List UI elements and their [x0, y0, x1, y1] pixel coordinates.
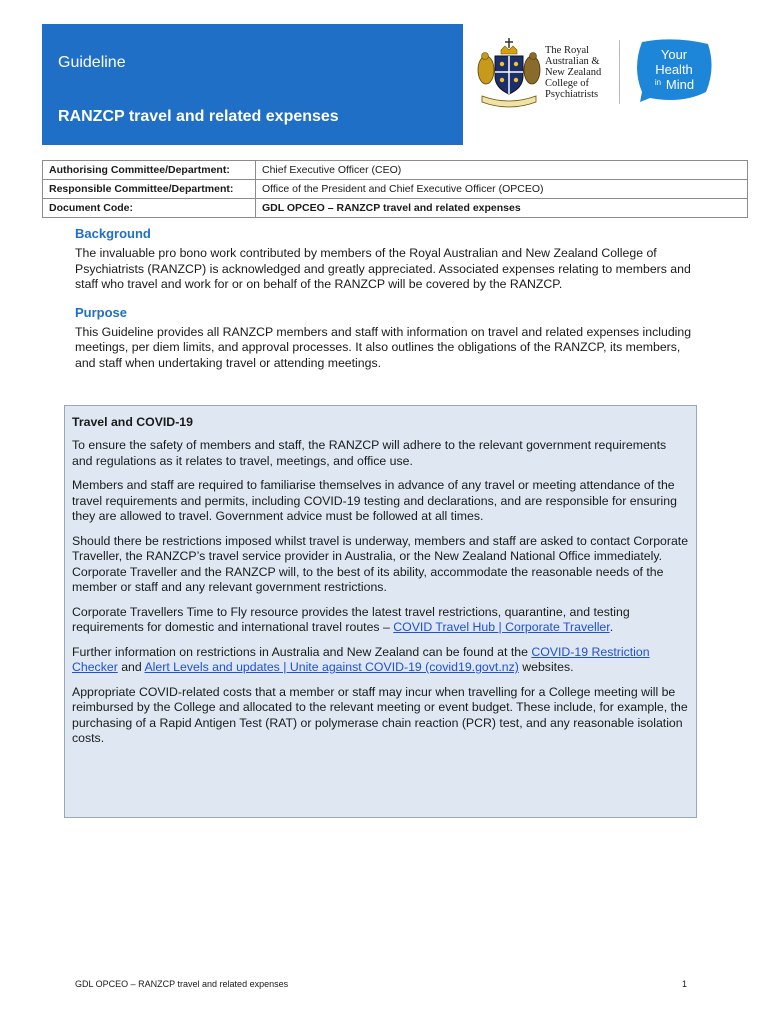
background-text: The invaluable pro bono work contributed by members of the Royal Australian and New Zealand College of Psychiatrists (RANZCP) is acknowledged and greatly appreciated. Associated expenses relating to members and staff who travel and work for or on behalf of the RANZCP will be covered by the RANZCP. [75, 246, 691, 291]
table-row [43, 180, 748, 199]
yhim-your: Your [660, 47, 688, 62]
meta-value: Chief Executive Officer (CEO) [256, 161, 748, 180]
meta-value: GDL OPCEO – RANZCP travel and related expenses [256, 199, 748, 218]
meta-label: Authorising Committee/Department: [43, 161, 256, 180]
college-name-line: Psychiatrists [545, 89, 599, 100]
covid-paragraph: Should there be restrictions imposed whilst travel is underway, members and staff are asked to contact Corporate Traveller, the RANZCP’s travel service provider in Australia, or the New Zealand National Office immediately. Corporate Traveller and the RANZCP will, to the best of its ability, accommodate the reasonable needs of the member or staff and any relevant government restrictions. [72, 533, 689, 594]
background-heading: Background [75, 226, 151, 241]
doc-kind: Guideline [58, 54, 126, 71]
covid-paragraph [72, 605, 689, 636]
paragraph-text: Further information on restrictions in Australia and New Zealand can be found at the [72, 644, 532, 659]
alert-levels-link[interactable]: Alert Levels and updates | Unite against COVID-19 (covid19.govt.nz) [144, 660, 519, 674]
yhim-in: in [654, 78, 662, 87]
college-crest-icon [474, 36, 544, 108]
purpose-text: This Guideline provides all RANZCP members and staff with information on travel and related expenses including meetings, per diem limits, and approval processes. It also outlines the obligations of the RANZCP, its members, and staff when undertaking travel or attending meetings. [75, 324, 692, 370]
document-metadata-table [42, 160, 748, 218]
covid-heading: Travel and COVID-19 [72, 415, 193, 429]
meta-label: Responsible Committee/Department: [43, 180, 256, 199]
covid-paragraph [72, 645, 689, 676]
yhim-health: Health [655, 62, 693, 77]
table-row [43, 161, 748, 180]
restriction-checker-link[interactable]: COVID-19 Restriction Checker [72, 644, 650, 674]
covid-paragraph: Appropriate COVID-related costs that a member or staff may incur when travelling for a College meeting will be reimbursed by the College and allocated to the relevant meeting or event budget. These include, for example, the purchasing of a Rapid Antigen Test (RAT) or polymerase chain reaction (PCR) test, and any reasonable isolation costs. [72, 684, 688, 745]
meta-label: Document Code: [43, 199, 256, 218]
covid-travel-hub-link[interactable]: COVID Travel Hub | Corporate Traveller [393, 620, 610, 634]
meta-value: Office of the President and Chief Executive Officer (OPCEO) [256, 180, 748, 199]
header-banner [42, 24, 463, 145]
logo-divider [619, 40, 620, 104]
doc-title: RANZCP travel and related expenses [58, 108, 339, 125]
paragraph-text: . [609, 620, 614, 634]
footer-doc-code: GDL OPCEO – RANZCP travel and related expenses [75, 979, 289, 989]
college-name-line: The Royal [545, 45, 590, 56]
page-number: 1 [682, 979, 688, 989]
college-name-line: Australian & [545, 56, 600, 67]
college-name-line: New Zealand [545, 67, 602, 78]
purpose-heading: Purpose [75, 304, 128, 320]
main-content [75, 226, 695, 378]
covid-paragraph: Members and staff are required to familiarise themselves in advance of any travel or meeting attendance of the travel requirements and permits, including COVID-19 testing and declarations, and are responsible for ensuring they are allowed to travel. Government advice must be followed at all times. [72, 478, 677, 523]
paragraph-text: and [117, 660, 145, 674]
covid-info-box [64, 405, 697, 818]
yhim-mind: Mind [665, 77, 695, 92]
paragraph-text: websites. [518, 660, 574, 674]
covid-paragraph: To ensure the safety of members and staff, the RANZCP will adhere to the relevant government requirements and regulations as it relates to travel, meetings, and office use. [72, 438, 667, 468]
table-row [43, 199, 748, 218]
paragraph-text: Corporate Travellers Time to Fly resource provides the latest travel restrictions, quarantine, and testing requirements for domestic and international travel routes – [72, 604, 630, 634]
your-health-in-mind-logo [632, 38, 716, 104]
college-name [545, 45, 625, 100]
college-name-line: College of [545, 78, 590, 89]
